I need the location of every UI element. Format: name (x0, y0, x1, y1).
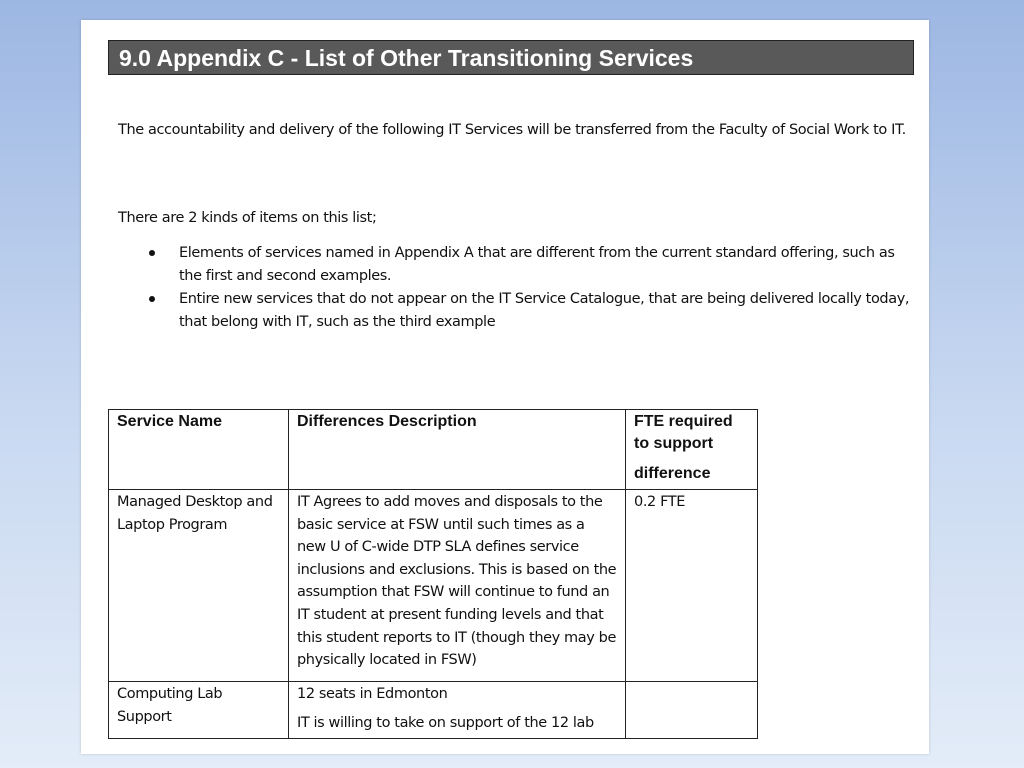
list-item (118, 288, 918, 334)
bullet-dot (149, 296, 155, 302)
services-table (108, 409, 758, 739)
intro-paragraph: The accountability and delivery of the following IT Services will be transferred from the Faculty of Social Work to IT. (118, 122, 906, 138)
list-item-text: Elements of services named in Appendix A that are different from the current standard offering, such as the first and second examples. (179, 245, 895, 284)
document-page (81, 20, 929, 754)
cell-description: IT Agrees to add moves and disposals to the basic service at FSW until such times as a new U of C-wide DTP SLA defines service inclusions and exclusions. This is based on the assumption that FSW will continue to fund an IT student at present funding levels and that this student reports to IT (though they may be physically located in FSW) (289, 490, 626, 682)
list-item (118, 242, 918, 288)
bullet-dot (149, 250, 155, 256)
table-row (109, 490, 758, 682)
cell-service: Managed Desktop and Laptop Program (109, 490, 289, 682)
table-header-row (109, 410, 758, 490)
header-service-name: Service Name (109, 410, 289, 490)
cell-description (289, 682, 626, 739)
cell-fte: 0.2 FTE (626, 490, 758, 682)
header-fte (626, 410, 758, 490)
header-fte-main: FTE required to support (634, 413, 733, 452)
header-fte-sub: difference (634, 465, 711, 482)
list-item-text: Entire new services that do not appear on the IT Service Catalogue, that are being delivered locally today, that belong with IT, such as the third example (179, 291, 910, 330)
cell-description-line: IT is willing to take on support of the 12 lab (297, 714, 594, 731)
cell-service: Computing Lab Support (109, 682, 289, 739)
kinds-intro: There are 2 kinds of items on this list; (118, 210, 377, 226)
cell-description-line: 12 seats in Edmonton (297, 686, 448, 702)
cell-fte (626, 682, 758, 739)
table-row (109, 682, 758, 739)
header-differences: Differences Description (289, 410, 626, 490)
kinds-list (118, 242, 918, 334)
section-heading: 9.0 Appendix C - List of Other Transitioning Services (108, 40, 914, 75)
